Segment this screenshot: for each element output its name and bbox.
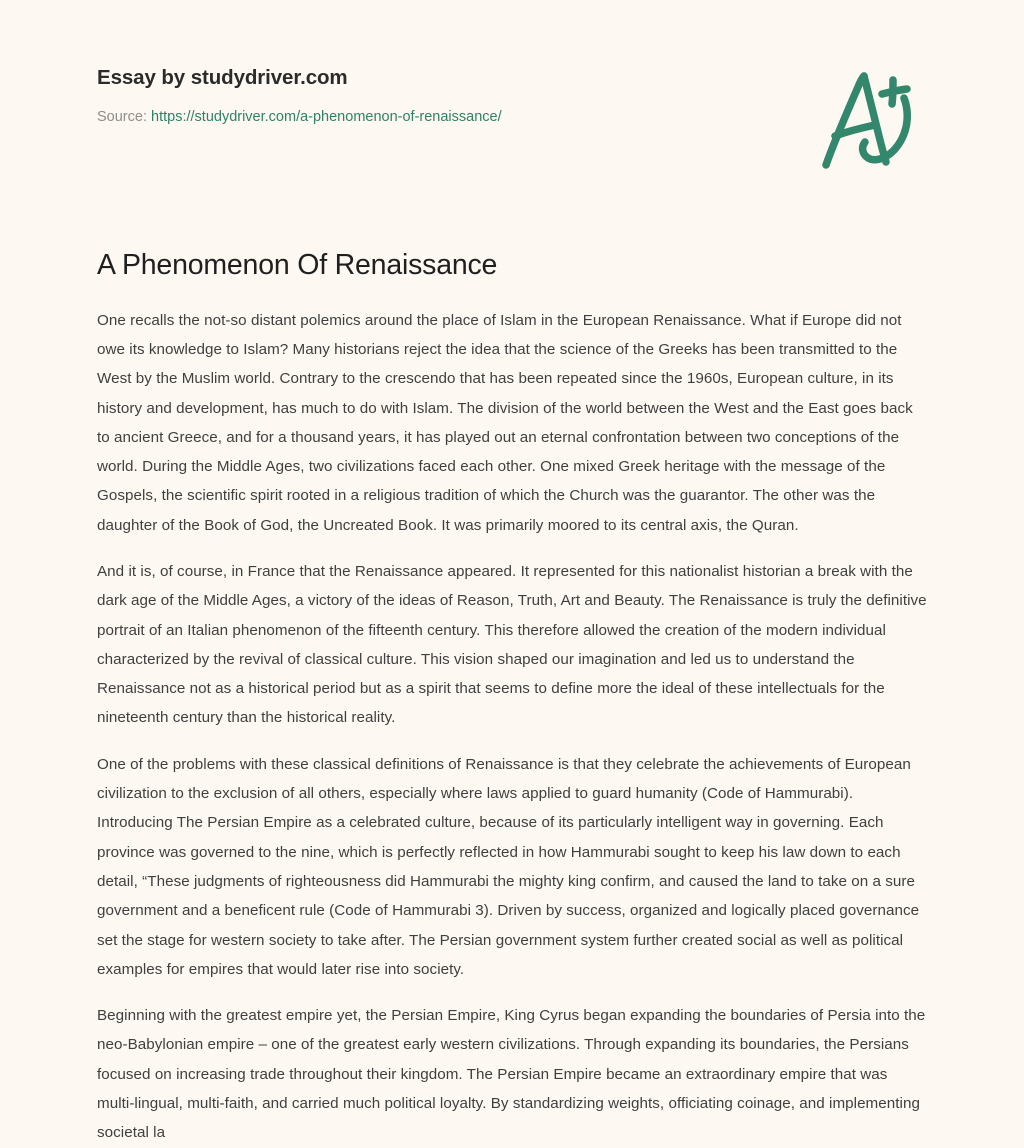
article [97, 248, 927, 1148]
source-label: Source: [97, 108, 147, 125]
paragraph: One recalls the not-so distant polemics around the place of Islam in the European Renaissance. What if Europe did not owe its knowledge to Islam? Many historians reject the idea that the science of the Greeks has been transmitted to the West by the Muslim world. Contrary to the crescendo that has been repeated since the 1960s, European culture, in its history and development, has much to do with Islam. The division of the world between the West and the East goes back to ancient Greece, and for a thousand years, it has played out an eternal confrontation between two conceptions of the world. During the Middle Ages, two civilizations faced each other. One mixed Greek heritage with the message of the Gospels, the scientific spirit rooted in a religious tradition of which the Church was the guarantor. The other was the daughter of the Book of God, the Uncreated Book. It was primarily moored to its central axis, the Quran. [97, 311, 913, 534]
paragraph: Beginning with the greatest empire yet, the Persian Empire, King Cyrus began expanding the boundaries of Persia into the neo-Babylonian empire – one of the greatest early western civilizations. Through expanding its boundaries, the Persians focused on increasing trade throughout their kingdom. The Persian Empire became an extraordinary empire that was multi-lingual, multi-faith, and carried much political loyalty. By standardizing weights, officiating coinage, and implementing societal la [97, 1007, 926, 1142]
a-plus-logo-icon [806, 62, 926, 172]
document-header [97, 66, 797, 126]
paragraph: One of the problems with these classical definitions of Renaissance is that they celebrate the achievements of European civilization to the exclusion of all others, especially where laws applied to guard humanity (Code of Hammurabi). Introducing The Persian Empire as a celebrated culture, because of its particularly intelligent way in governing. Each province was governed to the nine, which is perfectly reflected in how Hammurabi sought to keep his law down to each detail, “These judgments of righteousness did Hammurabi the mighty king confirm, and caused the land to take on a sure government and a beneficent rule (Code of Hammurabi 3). Driven by success, organized and logically placed governance set the stage for western society to take after. The Persian government system further created social as well as political examples for empires that would later rise into society. [97, 755, 920, 978]
page-title: A Phenomenon Of Renaissance [97, 249, 498, 281]
source-url-link[interactable]: https://studydriver.com/a-phenomenon-of-renaissance/ [151, 108, 502, 125]
paragraph: And it is, of course, in France that the Renaissance appeared. It represented for this nationalist historian a break with the dark age of the Middle Ages, a victory of the ideas of Reason, Truth, Art and Beauty. The Renaissance is truly the definitive portrait of an Italian phenomenon of the fifteenth century. This therefore allowed the creation of the modern individual characterized by the revival of classical culture. This vision shaped our imagination and led us to understand the Renaissance not as a historical period but as a spirit that seems to define more the ideal of these intellectuals for the nineteenth century than the historical reality. [97, 563, 927, 727]
article-body [97, 284, 927, 1148]
byline: Essay by studydriver.com [97, 66, 348, 89]
source-line [97, 91, 797, 126]
